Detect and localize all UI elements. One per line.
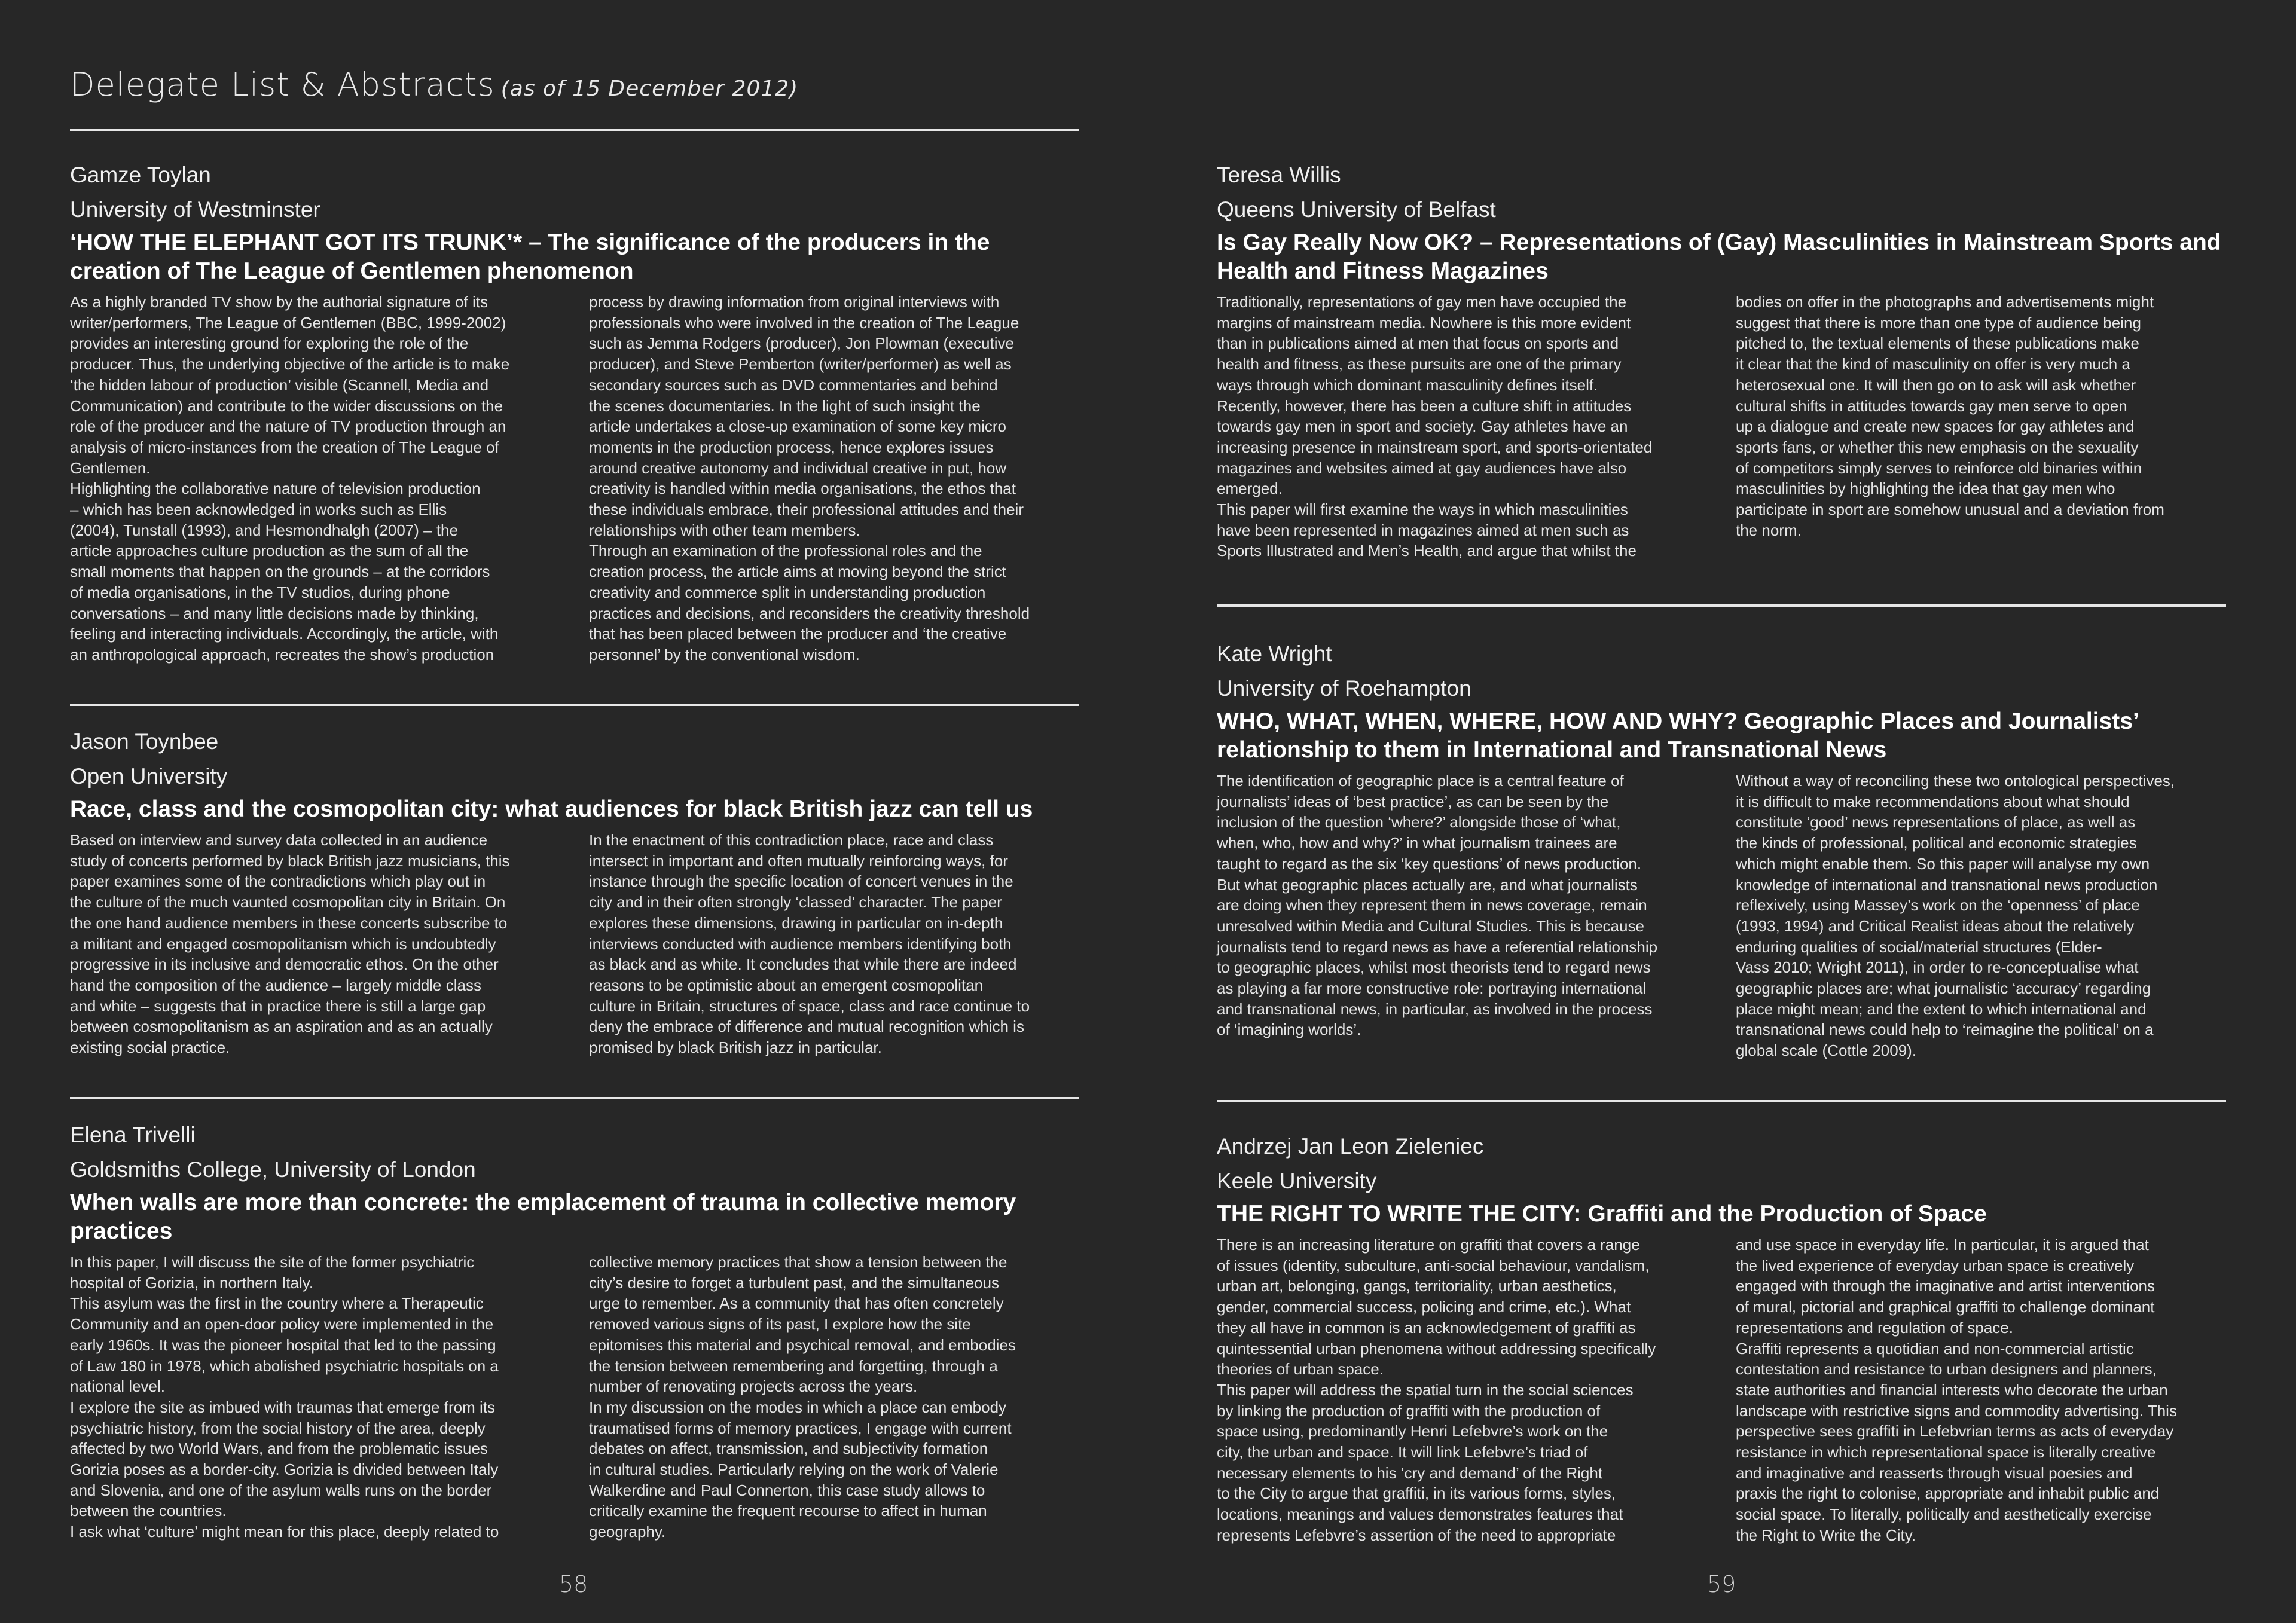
delegate-institution: University of Roehampton [1217,676,1471,701]
delegate-name: Elena Trivelli [70,1123,196,1147]
abstract-column-2: and use space in everyday life. In particular, it is argued that the lived experience of everyday urban space is creatively engaged with through the imaginative and artist interventions of mural, pictorial and graphical graffiti to challenge dominant representations and regulation of space. Graffiti represents a quotidian and non-commercial artistic contestation and resistance to urban designers and planners, state authorities and financial interests who decorate the urban landscape with restrictive signs and commodity advertising. This perspective sees graffiti in Lefebvrian terms as acts of everyday resistance in which representational space is literally creative and imaginative and reasserts through visual poesies and praxis the right to colonise, appropriate and inhabit public and social space. To literally, politically and aesthetically exercise the Right to Write the City. [1736,1236,2177,1544]
abstract-column-1: The identification of geographic place is a central feature of journalists’ ideas of ‘best practice’, as can be seen by the inclusion of the question ‘where?’ alongside those of ‘what, when, who, how and why?’ in what journalism trainees are taught to regard as the six ‘key questions’ of news production. But what geographic places actually are, and what journalists are doing when they represent them in news coverage, remain unresolved within Media and Cultural Studies. This is because journalists tend to regard news as have a referential relationship to geographic places, whilst most theorists tend to regard news as playing a far more constructive role: portraying international and transnational news, in particular, as involved in the process of ‘imagining worlds’. [1217,772,1658,1039]
entry-zieleniec [1217,1129,2226,1546]
entry-divider [1217,1100,2226,1102]
abstract-title: When walls are more than concrete: the emplacement of trauma in collective memory practices [70,1190,1016,1244]
entry-toynbee [70,725,1079,1058]
delegate-institution: Keele University [1217,1169,1377,1193]
page-number-right: 59 [1707,1571,1736,1597]
delegate-name: Andrzej Jan Leon Zieleniec [1217,1134,1484,1159]
abstract-column-1: In this paper, I will discuss the site of the former psychiatric hospital of Gorizia, in northern Italy. This asylum was the first in the country where a Therapeutic Community and an open-door policy were implemented in the early 1960s. It was the pioneer hospital that led to the passing of Law 180 in 1978, which abolished psychiatric hospitals on a national level. I explore the site as imbued with traumas that emerge from its psychiatric history, from the social history of the area, deeply affected by two World Wars, and from the problematic issues Gorizia poses as a border-city. Gorizia is divided between Italy and Slovenia, and one of the asylum walls runs on the border between the countries. I ask what ‘culture’ might mean for this place, deeply related to [70,1253,499,1541]
delegate-institution: Goldsmiths College, University of London [70,1157,476,1182]
abstract-title: Is Gay Really Now OK? – Representations of (Gay) Masculinities in Mainstream Sports and Health and Fitness Magazines [1217,230,2221,284]
entry-divider [70,704,1079,706]
abstract-column-1: There is an increasing literature on graffiti that covers a range of issues (identity, subculture, anti-social behaviour, vandalism, urban art, belonging, gangs, territoriality, urban aesthetics, gender, commercial success, policing and crime, etc.). What they all have in common is an acknowledgement of graffiti as quintessential urban phenomena without addressing specifically theories of urban space. This paper will address the spatial turn in the social sciences by linking the production of graffiti with the production of space using, predominantly Henri Lefebvre’s work on the city, the urban and space. It will link Lefebvre’s triad of necessary elements to his ‘cry and demand’ of the Right to the City to argue that graffiti, in its various forms, styles, locations, meanings and values demonstrates features that represents Lefebvre’s assertion of the need to appropriate [1217,1236,1656,1544]
abstract-column-1: Based on interview and survey data collected in an audience study of concerts performed by black British jazz musicians, this paper examines some of the contradictions which play out in the culture of the much vaunted cosmopolitan city in Britain. On the one hand audience members in these concerts subscribe to a militant and engaged cosmopolitanism which is undoubtedly progressive in its inclusive and democratic ethos. On the other hand the composition of the audience – largely middle class and white – suggests that in practice there is still a large gap between cosmopolitanism as an aspiration and as an actually existing social practice. [70,831,510,1057]
delegate-name: Kate Wright [1217,641,1332,666]
delegate-name: Jason Toynbee [70,729,219,754]
title-text: Delegate List & Abstracts [70,66,495,103]
delegate-institution: Queens University of Belfast [1217,197,1496,222]
entry-divider [1217,604,2226,607]
page-title [70,66,798,103]
entry-trivelli [70,1118,1079,1542]
abstract-title: WHO, WHAT, WHEN, WHERE, HOW AND WHY? Geographic Places and Journalists’ relationship to them in International and Transnational News [1217,708,2138,763]
abstract-title: Race, class and the cosmopolitan city: what audiences for black British jazz can tell us [70,796,1033,822]
abstract-column-2: process by drawing information from original interviews with professionals who were involved in the creation of The League such as Jemma Rodgers (producer), Jon Plowman (executive producer), and Steve Pemberton (writer/performer) as well as secondary sources such as DVD commentaries and behind the scenes documentaries. In the light of such insight the article undertakes a close-up examination of some key micro moments in the production process, hence explores issues around creative autonomy and individual creative in put, how creativity is handled within media organisations, the ethos that these individuals embrace, their professional attitudes and their relationships with other team members. Through an examination of the professional roles and the creation process, the article aims at moving beyond the strict creativity and commerce split in understanding production practices and decisions, and reconsiders the creativity threshold that has been placed between the producer and ‘the creative personnel’ by the conventional wisdom. [589,293,1030,664]
abstract-column-2: Without a way of reconciling these two ontological perspectives, it is difficult to make recommendations about what should constitute ‘good’ news representations of place, as well as the kinds of professional, political and economic strategies which might enable them. So this paper will analyse my own knowledge of international and transnational news production reflexively, using Massey’s work on the ‘openness’ of place (1993, 1994) and Critical Realist ideas about the relatively enduring qualities of social/material structures (Elder- Vass 2010; Wright 2011), in order to re-conceptualise what geographic places are; what journalistic ‘accuracy’ regarding place might mean; and the extent to which international and transnational news could help to ‘reimagine the political’ on a global scale (Cottle 2009). [1736,772,2175,1060]
delegate-institution: University of Westminster [70,197,320,222]
abstract-column-2: bodies on offer in the photographs and advertisements might suggest that there is more than one type of audience being pitched to, the textual elements of these publications make it clear that the kind of masculinity on offer is very much a heterosexual one. It will then go on to ask will ask whether cultural shifts in attitudes towards gay men serve to open up a dialogue and create new spaces for gay athletes and sports fans, or whether this new emphasis on the sexuality of competitors simply serves to reinforce old binaries within masculinities by highlighting the idea that gay men who participate in sport are somehow unusual and a deviation from the norm. [1736,293,2164,539]
abstract-title: ‘HOW THE ELEPHANT GOT ITS TRUNK’* – The significance of the producers in the creation of The League of Gentlemen phenomenon [70,230,990,284]
page-number-left: 58 [559,1571,588,1597]
abstract-title: THE RIGHT TO WRITE THE CITY: Graffiti and the Production of Space [1217,1201,1987,1227]
abstract-column-1: As a highly branded TV show by the authorial signature of its writer/performers, The League of Gentlemen (BBC, 1999-2002) provides an interesting ground for exploring the role of the producer. Thus, the underlying objective of the article is to make ‘the hidden labour of production’ visible (Scannell, Media and Communication) and contribute to the wider discussions on the role of the producer and the nature of TV production through an analysis of micro-instances from the creation of The League of Gentlemen. Highlighting the collaborative nature of television production – which has been acknowledged in works such as Ellis (2004), Tunstall (1993), and Hesmondhalgh (2007) – the article approaches culture production as the sum of all the small moments that happen on the grounds – at the corridors of media organisations, in the TV studios, during phone conversations – and many little decisions made by thinking, feeling and interacting individuals. Accordingly, the article, with an anthropological approach, recreates the show’s production [70,293,510,664]
header-divider [70,129,1079,131]
delegate-name: Teresa Willis [1217,163,1341,187]
abstract-column-1: Traditionally, representations of gay men have occupied the margins of mainstream media. Nowhere is this more evident than in publications aimed at men that focus on sports and health and fitness, as these pursuits are one of the primary ways through which dominant masculinity defines itself. Recently, however, there has been a culture shift in attitudes towards gay men in sport and society. Gay athletes have an increasing presence in mainstream sport, and sports-orientated magazines and websites aimed at gay audiences have also emerged. This paper will first examine the ways in which masculinities have been represented in magazines aimed at men such as Sports Illustrated and Men’s Health, and argue that whilst the [1217,293,1653,560]
entry-toylan [70,158,1079,665]
page-subtitle: (as of 15 December 2012) [500,77,799,101]
abstract-column-2: In the enactment of this contradiction place, race and class intersect in important and often mutually reinforcing ways, for instance through the specific location of concert venues in the city and in their often strongly ‘classed’ character. The paper explores these dimensions, drawing in particular on in-depth interviews conducted with audience members identifying both as black and as white. It concludes that while there are indeed reasons to be optimistic about an emergent cosmopolitan culture in Britain, structures of space, class and race continue to deny the embrace of difference and mutual recognition which is promised by black British jazz in particular. [589,831,1030,1057]
entry-willis [1217,158,2226,561]
delegate-name: Gamze Toylan [70,163,211,187]
abstract-column-2: collective memory practices that show a tension between the city’s desire to forget a turbulent past, and the simultaneous urge to remember. As a community that has often concretely removed various signs of its past, I explore how the site epitomises this material and psychical removal, and embodies the tension between remembering and forgetting, through a number of renovating projects across the years. In my discussion on the modes in which a place can embody traumatised forms of memory practices, I engage with current debates on affect, transmission, and subjectivity formation in cultural studies. Particularly relying on the work of Valerie Walkerdine and Paul Connerton, this case study allows to critically examine the frequent recourse to affect in human geography. [589,1253,1016,1541]
entry-divider [70,1097,1079,1099]
entry-wright [1217,637,2226,1061]
delegate-institution: Open University [70,764,228,788]
